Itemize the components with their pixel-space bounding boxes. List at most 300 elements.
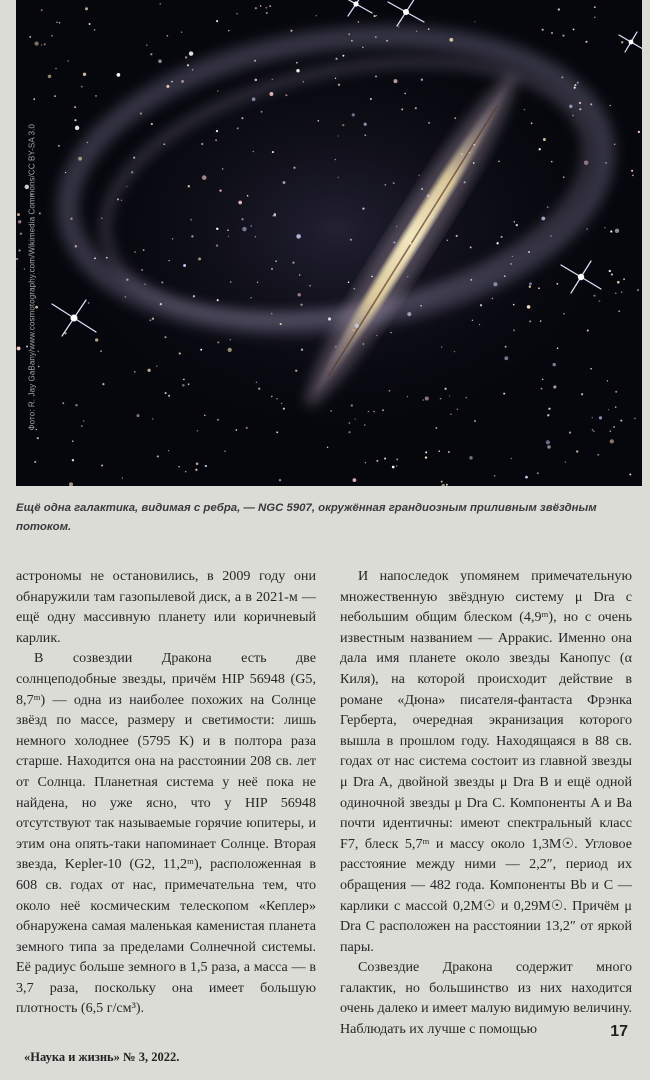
star xyxy=(541,388,543,390)
star xyxy=(20,232,23,235)
star xyxy=(353,288,355,290)
star xyxy=(272,79,273,80)
star xyxy=(579,108,581,110)
star xyxy=(301,349,303,351)
star xyxy=(17,213,20,216)
star xyxy=(538,287,540,289)
star xyxy=(228,236,229,237)
star xyxy=(140,112,142,114)
star xyxy=(195,469,197,471)
photo-credit: Фото: R. Jay GaBany/www.cosmotography.com/Wikimedia Commons/CC BY-SA 3.0 xyxy=(27,123,37,431)
star xyxy=(441,481,443,483)
star xyxy=(196,462,199,465)
star xyxy=(617,281,620,284)
star xyxy=(348,431,350,433)
star xyxy=(101,217,102,218)
star xyxy=(276,398,277,399)
star xyxy=(83,73,86,76)
star xyxy=(227,229,229,231)
star xyxy=(529,320,531,322)
star xyxy=(34,461,36,463)
star xyxy=(389,390,391,392)
star xyxy=(572,115,574,117)
star xyxy=(296,62,298,64)
star xyxy=(466,397,467,398)
star xyxy=(265,7,267,9)
star xyxy=(446,484,448,486)
star xyxy=(472,320,473,321)
star xyxy=(198,257,201,260)
star xyxy=(72,441,73,442)
star xyxy=(457,409,459,411)
star xyxy=(428,122,430,124)
star xyxy=(95,95,97,97)
star xyxy=(16,258,18,260)
star xyxy=(293,167,295,169)
star xyxy=(374,15,376,17)
star xyxy=(551,161,553,163)
star xyxy=(364,424,365,425)
star xyxy=(421,188,423,190)
star xyxy=(74,106,76,108)
star xyxy=(89,23,91,25)
star xyxy=(539,148,541,150)
star xyxy=(593,295,595,297)
star xyxy=(480,304,482,306)
star xyxy=(511,458,512,459)
star xyxy=(48,75,52,79)
star xyxy=(435,427,437,429)
star xyxy=(528,251,530,253)
star xyxy=(370,98,372,100)
star xyxy=(569,105,572,108)
star xyxy=(376,15,377,16)
star xyxy=(401,108,403,110)
star xyxy=(275,260,277,262)
paragraph: астрономы не остановились, в 2009 году они обнаружили там газопылевой диск, а в 2021-м — ещё одну массивную планету или коричневый карлик. xyxy=(16,568,316,646)
magazine-footer: «Наука и жизнь» № 3, 2022. xyxy=(24,1050,180,1064)
star xyxy=(609,430,611,432)
star xyxy=(456,235,458,237)
star xyxy=(64,332,66,334)
star xyxy=(586,228,587,229)
star xyxy=(338,84,340,86)
star xyxy=(256,382,257,383)
star xyxy=(512,256,513,257)
star xyxy=(505,346,507,348)
star xyxy=(362,207,364,209)
star xyxy=(393,182,395,184)
star xyxy=(300,304,302,306)
star xyxy=(573,28,575,30)
star xyxy=(637,289,639,291)
star xyxy=(353,478,357,482)
star xyxy=(553,363,556,366)
star xyxy=(581,393,583,395)
star xyxy=(121,200,122,201)
star xyxy=(620,420,622,422)
star xyxy=(182,384,185,387)
star xyxy=(546,440,550,444)
star xyxy=(126,186,127,187)
star xyxy=(269,5,271,7)
paragraph: И напоследок упомянем примечательную множественную звёздную систему μ Dra с небольшим общим блеском (4,9ᵐ), но с очень известным названием — Арракис. Именно она дала имя планете около звезды Канопус (α Киля), на которой происходит действие в романе «Дюна» писателя-фантаста Фрэнка Герберта, очередная экранизация которого вышла в прошлом году. Находящаяся в 88 св. годах от нас система состоит из главной звезды μ Dra A, двойной звезды μ Dra B и ещё одной одиночной звезды μ Dra C. Компоненты A и Ba почти идентичны: имеют спектральный класс F7, блеск 5,7ᵐ и массу около 1,3M☉. Угловое расстояние между ними — 2,2″, период их обращения — 482 года. Компоненты Bb и C — карлики с массой 0,2M☉ и 0,29M☉. Причём μ Dra C расположен на расстоянии 13,2″ от яркой пары. xyxy=(340,568,632,955)
star xyxy=(364,134,366,136)
star xyxy=(338,177,339,178)
star xyxy=(81,425,83,427)
star xyxy=(584,160,588,164)
star xyxy=(396,465,397,466)
star xyxy=(230,281,232,283)
star xyxy=(525,476,528,479)
star xyxy=(556,283,558,285)
star xyxy=(185,56,187,58)
star xyxy=(447,239,449,241)
star xyxy=(605,162,607,164)
star xyxy=(217,299,219,301)
star xyxy=(75,126,79,130)
star xyxy=(590,103,592,105)
star xyxy=(134,371,136,373)
star xyxy=(217,341,219,343)
star xyxy=(167,35,169,37)
star xyxy=(68,60,69,61)
star xyxy=(542,379,543,380)
star xyxy=(376,335,377,336)
star xyxy=(363,343,365,345)
star xyxy=(235,429,237,431)
star xyxy=(296,69,299,72)
star xyxy=(425,456,427,458)
star xyxy=(392,466,395,469)
star xyxy=(87,142,88,143)
star xyxy=(285,94,287,96)
star xyxy=(205,465,207,467)
star xyxy=(19,249,21,251)
star xyxy=(415,107,417,109)
star xyxy=(421,79,423,81)
star xyxy=(449,38,453,42)
star xyxy=(613,426,615,428)
star xyxy=(386,40,388,42)
star xyxy=(348,33,350,35)
star xyxy=(615,406,617,408)
star xyxy=(147,369,150,372)
star xyxy=(441,346,442,347)
star xyxy=(134,251,136,253)
star xyxy=(610,230,612,232)
star xyxy=(634,418,635,419)
star xyxy=(337,135,338,136)
star xyxy=(295,370,297,372)
star xyxy=(547,414,549,416)
star xyxy=(368,411,369,412)
star xyxy=(78,157,82,161)
galaxy-photo xyxy=(16,0,642,486)
star xyxy=(271,396,272,397)
star xyxy=(281,403,282,404)
star xyxy=(253,151,255,153)
star xyxy=(638,131,640,133)
star xyxy=(474,21,475,22)
star xyxy=(95,338,98,341)
star xyxy=(590,368,592,370)
star xyxy=(469,152,471,154)
star xyxy=(181,80,184,83)
star xyxy=(492,298,494,300)
star xyxy=(529,286,531,288)
star xyxy=(440,398,442,400)
star xyxy=(37,437,39,439)
star xyxy=(246,427,248,429)
star xyxy=(394,79,398,83)
star xyxy=(283,408,285,410)
star xyxy=(39,212,41,214)
star xyxy=(448,451,450,453)
star xyxy=(41,9,43,11)
star xyxy=(473,144,475,146)
star xyxy=(152,418,154,420)
star xyxy=(439,450,441,452)
star xyxy=(255,7,257,9)
star xyxy=(496,242,498,244)
star xyxy=(280,323,282,325)
star xyxy=(561,76,563,78)
star xyxy=(224,450,225,451)
star xyxy=(219,189,221,191)
star xyxy=(70,218,72,220)
star xyxy=(276,431,278,433)
star xyxy=(151,123,153,125)
star xyxy=(407,276,408,277)
star xyxy=(272,151,274,153)
paragraph: В созвездии Дракона есть две солнцеподобные звезды, причём HIP 56948 (G5, 8,7ᵐ) — одна из наиболее похожих на Солнце звёзд по массе, размеру и светимости: лишь немного холоднее (5795 K) и в полтора раза старше. Находится она на расстоянии 208 св. лет от Солнца. Планетная система у неё пока не найдена, но уже ясно, что у HIP 56948 отсутствуют так называемые горячие юпитеры, и этим она опять-таки напоминает Солнце. Вторая звезда, Kepler-10 (G2, 11,2ᵐ), расположенная в 608 св. годах от нас, примечательна тем, что около неё космическим телескопом «Кеплер» обнаружена самая маленькая каменистая планета земного типа за пределами Солнечной системы. Её радиус больше земного в 1,5 раза, а масса — в 3,7 раза, поскольку она имеет большую плотность (6,5 г/см³). xyxy=(16,650,316,1017)
star xyxy=(565,461,566,462)
star xyxy=(164,336,166,338)
star xyxy=(479,324,480,325)
star xyxy=(215,139,217,141)
star xyxy=(396,458,398,460)
star xyxy=(247,195,249,197)
star xyxy=(551,32,553,34)
star xyxy=(614,143,616,145)
star xyxy=(358,21,360,23)
star xyxy=(335,58,337,60)
star xyxy=(83,420,85,422)
star xyxy=(181,31,182,32)
star xyxy=(260,5,262,7)
star xyxy=(425,451,427,453)
star xyxy=(428,28,430,30)
star xyxy=(594,6,596,8)
star xyxy=(188,383,190,385)
star xyxy=(144,284,145,285)
star xyxy=(106,257,108,259)
star xyxy=(414,221,415,222)
star xyxy=(548,408,550,410)
star xyxy=(390,332,391,333)
star xyxy=(159,3,161,5)
star xyxy=(85,7,88,10)
star xyxy=(228,30,229,31)
star xyxy=(609,270,611,272)
star xyxy=(375,36,377,38)
star xyxy=(557,347,558,348)
star xyxy=(382,409,384,411)
star xyxy=(146,44,147,45)
star xyxy=(498,161,500,163)
star xyxy=(37,351,39,353)
star xyxy=(554,386,556,388)
star xyxy=(513,304,515,306)
star xyxy=(514,221,516,223)
star xyxy=(597,454,599,456)
star xyxy=(615,229,619,233)
star xyxy=(269,92,273,96)
star xyxy=(250,225,252,227)
star xyxy=(255,79,257,82)
star xyxy=(396,226,397,227)
star xyxy=(156,366,157,367)
star xyxy=(574,87,576,89)
star xyxy=(335,159,337,161)
star xyxy=(425,396,429,400)
star xyxy=(102,383,104,385)
star xyxy=(261,111,263,113)
star xyxy=(51,35,52,36)
star xyxy=(592,429,594,431)
star xyxy=(585,41,587,43)
star xyxy=(574,84,576,86)
star xyxy=(271,313,273,315)
star xyxy=(133,157,135,159)
star xyxy=(418,175,419,176)
star xyxy=(461,153,463,155)
star xyxy=(75,404,77,406)
star xyxy=(330,410,332,412)
star xyxy=(137,414,140,417)
star xyxy=(241,117,243,119)
star xyxy=(531,122,533,124)
star xyxy=(131,171,133,173)
star xyxy=(328,317,331,320)
star xyxy=(615,292,617,294)
star xyxy=(65,172,66,173)
star xyxy=(44,43,46,45)
star xyxy=(562,35,564,37)
star xyxy=(290,30,292,32)
star xyxy=(524,109,525,110)
star xyxy=(303,81,304,82)
star xyxy=(236,13,238,15)
star xyxy=(547,206,549,208)
star xyxy=(407,396,408,397)
star xyxy=(54,95,56,97)
star xyxy=(241,218,243,220)
star xyxy=(160,303,162,305)
star xyxy=(193,295,195,297)
star xyxy=(88,302,90,304)
star xyxy=(629,473,631,475)
star xyxy=(371,311,373,313)
star xyxy=(632,175,634,177)
star xyxy=(271,268,273,270)
star xyxy=(197,430,199,432)
star xyxy=(607,380,608,381)
star xyxy=(192,69,194,71)
star xyxy=(165,392,167,394)
star xyxy=(200,349,202,351)
star xyxy=(74,119,76,121)
star xyxy=(594,16,596,18)
star xyxy=(216,20,218,22)
star xyxy=(185,471,186,472)
star xyxy=(17,346,21,350)
star xyxy=(222,168,224,170)
star xyxy=(503,393,505,395)
star xyxy=(529,282,532,285)
right-column xyxy=(340,566,632,1040)
star xyxy=(38,366,40,368)
star xyxy=(217,419,219,421)
star xyxy=(216,244,218,246)
star xyxy=(117,198,119,200)
star xyxy=(126,279,128,281)
star xyxy=(141,269,143,271)
star xyxy=(258,388,260,390)
star xyxy=(171,81,173,83)
star xyxy=(216,130,218,132)
star xyxy=(273,215,275,217)
galaxy-image xyxy=(16,0,642,486)
star xyxy=(474,420,476,422)
paragraph: Созвездие Дракона содержит много галактик, но большинство из них находится очень далеко и имеет малую видимую величину. Наблюдать их лучше с помощью xyxy=(340,959,632,1038)
star xyxy=(591,417,593,419)
star xyxy=(432,216,434,218)
star xyxy=(493,282,497,286)
star xyxy=(183,264,186,267)
star xyxy=(398,26,399,27)
star xyxy=(543,138,546,141)
star xyxy=(242,227,246,231)
star xyxy=(316,15,317,16)
star xyxy=(150,53,152,55)
star xyxy=(317,120,319,122)
star xyxy=(464,181,466,183)
star xyxy=(576,450,578,452)
star xyxy=(309,285,310,286)
page-number: 17 xyxy=(610,1023,628,1040)
star xyxy=(55,68,57,70)
star xyxy=(470,246,472,248)
star xyxy=(350,239,352,241)
star xyxy=(541,217,545,221)
star xyxy=(621,41,623,43)
star xyxy=(230,339,231,340)
star xyxy=(469,456,472,459)
star xyxy=(349,422,351,424)
star xyxy=(178,466,180,468)
star xyxy=(577,82,579,84)
star xyxy=(179,352,181,354)
star xyxy=(157,455,159,457)
star xyxy=(593,431,594,432)
star xyxy=(100,350,102,352)
star xyxy=(292,261,294,263)
star xyxy=(371,276,373,278)
star xyxy=(163,143,165,145)
star xyxy=(393,241,395,243)
